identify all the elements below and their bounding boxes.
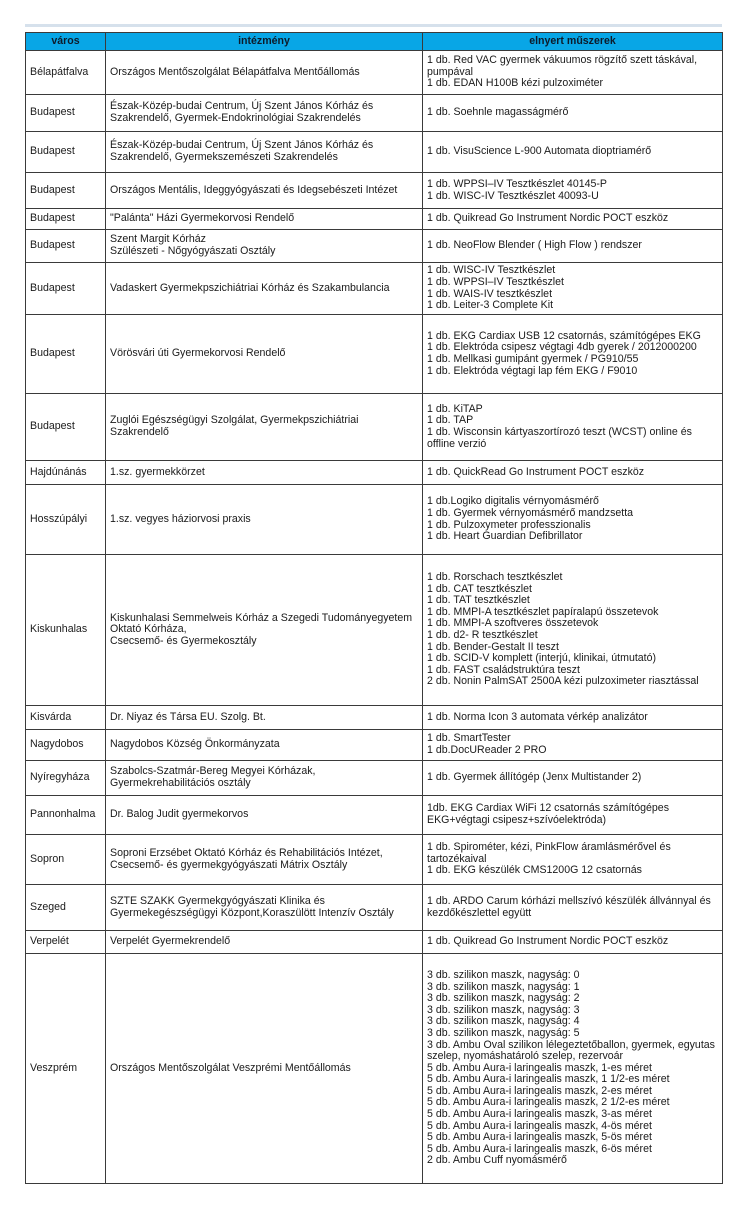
equipment-item: 1 db. Norma Icon 3 automata vérkép analizátor	[427, 710, 648, 723]
table-row	[26, 209, 723, 230]
cell-equipment	[423, 706, 723, 730]
equipment-item: 3 db. szilikon maszk, nagyság: 2	[427, 992, 580, 1005]
institution-line: Vörösvári úti Gyermekorvosi Rendelő	[110, 347, 286, 360]
equipment-item: 1 db. WISC-IV Tesztkészlet	[427, 264, 556, 277]
cell-city: Hosszúpályi	[26, 485, 106, 555]
equipment-item: 3 db. szilikon maszk, nagyság: 3	[427, 1003, 580, 1016]
cell-equipment	[423, 209, 723, 230]
institution-line: Dr. Balog Judit gyermekorvos	[110, 808, 249, 821]
table-header-row	[26, 33, 723, 51]
cell-city: Kisvárda	[26, 706, 106, 730]
institution-line: Észak-Közép-budai Centrum, Új Szent János Kórház és Szakrendelő, Gyermekszemészeti Szakrendelés	[110, 139, 374, 163]
cell-equipment	[423, 954, 723, 1184]
institution-line: Kiskunhalasi Semmelweis Kórház a Szegedi Tudományegyetem Oktató Kórháza,	[110, 611, 413, 636]
equipment-item: 5 db. Ambu Aura-i laringealis maszk, 1 1/2-es méret	[427, 1073, 670, 1086]
equipment-item: 1 db. NeoFlow Blender ( High Flow ) rendszer	[427, 239, 642, 252]
cell-city: Budapest	[26, 95, 106, 132]
equipment-item: 1 db. Elektróda csipesz végtagi 4db gyerek / 2012000200	[427, 341, 697, 354]
cell-institution	[106, 95, 423, 132]
institution-line: 1.sz. vegyes háziorvosi praxis	[110, 512, 251, 525]
equipment-item: 3 db. szilikon maszk, nagyság: 4	[427, 1015, 580, 1028]
equipment-item: 5 db. Ambu Aura-i laringealis maszk, 5-ös méret	[427, 1131, 652, 1144]
table-row	[26, 706, 723, 730]
equipment-item: 3 db. Ambu Oval szilikon lélegeztetőballon, gyermek, egyutas szelep, nyomáshatároló szelep, rezervoár	[427, 1038, 715, 1063]
institution-line: Zuglói Egészségügyi Szolgálat, Gyermekpszichiátriai Szakrendelő	[110, 414, 359, 438]
cell-equipment	[423, 132, 723, 173]
table-row	[26, 51, 723, 95]
cell-institution	[106, 51, 423, 95]
table-row	[26, 95, 723, 132]
cell-equipment	[423, 263, 723, 315]
equipment-item: 5 db. Ambu Aura-i laringealis maszk, 3-as méret	[427, 1108, 652, 1121]
equipment-item: 5 db. Ambu Aura-i laringealis maszk, 1-es méret	[427, 1061, 652, 1074]
equipment-item: 1 db. WISC-IV Tesztkészlet 40093-U	[427, 189, 599, 202]
institution-line: Verpelét Gyermekrendelő	[110, 935, 231, 948]
cell-equipment	[423, 835, 723, 885]
equipment-item: 1 db. d2- R tesztkészlet	[427, 629, 538, 641]
equipment-item: 1 db. SmartTester	[427, 732, 511, 745]
institution-line: Csecsemő- és Gyermekosztály	[110, 634, 257, 647]
institution-line: 1.sz. gyermekkörzet	[110, 465, 205, 478]
cell-equipment	[423, 485, 723, 555]
table-row	[26, 931, 723, 954]
table-row	[26, 954, 723, 1184]
cell-institution	[106, 230, 423, 263]
cell-equipment	[423, 885, 723, 931]
equipment-item: 1 db. Gyermek állítógép (Jenx Multistander 2)	[427, 771, 642, 784]
cell-equipment	[423, 95, 723, 132]
equipment-item: 1 db. Elektróda végtagi lap fém EKG / F9010	[427, 364, 638, 377]
cell-institution	[106, 706, 423, 730]
table-row	[26, 761, 723, 796]
cell-city: Szeged	[26, 885, 106, 931]
institution-line: Észak-Közép-budai Centrum, Új Szent János Kórház és Szakrendelő, Gyermek-Endokrinológiai Szakrendelés	[110, 100, 374, 124]
table-row	[26, 461, 723, 485]
equipment-item: 1 db. Heart Guardian Defibrillator	[427, 530, 583, 543]
column-header-institution: intézmény	[106, 33, 423, 51]
cell-institution	[106, 555, 423, 706]
cell-equipment	[423, 555, 723, 706]
institution-line: Dr. Niyaz és Társa EU. Szolg. Bt.	[110, 710, 266, 723]
table-row	[26, 835, 723, 885]
equipment-item: 1 db. WPPSI–IV Tesztkészlet 40145-P	[427, 177, 607, 190]
cell-institution	[106, 835, 423, 885]
equipment-item: 1 db.DocUReader 2 PRO	[427, 744, 547, 756]
institution-line: Szabolcs-Szatmár-Bereg Megyei Kórházak, Gyermekrehabilitációs osztály	[110, 765, 316, 789]
equipment-item: 1 db. Red VAC gyermek vákuumos rögzítő szett táskával, pumpával	[427, 54, 698, 78]
cell-equipment	[423, 461, 723, 485]
cell-city: Bélapátfalva	[26, 51, 106, 95]
cell-equipment	[423, 730, 723, 761]
equipment-item: 1 db. Rorschach tesztkészlet	[427, 571, 563, 584]
equipment-item: 2 db. Nonin PalmSAT 2500A kézi pulzoximeter riasztással	[427, 675, 699, 688]
table-row	[26, 315, 723, 394]
cell-institution	[106, 461, 423, 485]
equipment-item: 1 db. ARDO Carum kórházi mellszívó készülék állvánnyal és kezdőkészlettel együtt	[427, 894, 711, 919]
table-row	[26, 230, 723, 263]
table-row	[26, 394, 723, 461]
cell-institution	[106, 885, 423, 931]
table-body	[26, 51, 723, 1184]
equipment-item: 1 db. EDAN H100B kézi pulzoximéter	[427, 77, 604, 90]
table-row	[26, 132, 723, 173]
institution-line: Országos Mentőszolgálat Veszprémi Mentőállomás	[110, 1061, 351, 1074]
table-row	[26, 885, 723, 931]
cell-institution	[106, 315, 423, 394]
institution-line: SZTE SZAKK Gyermekgyógyászati Klinika és Gyermekegészségügyi Központ,Koraszülött Intenzív Osztály	[110, 894, 394, 919]
equipment-item: 1 db. Quikread Go Instrument Nordic POCT eszköz	[427, 935, 669, 948]
cell-city: Pannonhalma	[26, 796, 106, 835]
equipment-item: 1 db. Quikread Go Instrument Nordic POCT eszköz	[427, 212, 669, 225]
institution-line: Szent Margit Kórház	[110, 233, 206, 246]
cell-city: Kiskunhalas	[26, 555, 106, 706]
equipment-item: 3 db. szilikon maszk, nagyság: 5	[427, 1026, 580, 1039]
table-row	[26, 263, 723, 315]
institution-line: Nagydobos Község Önkormányzata	[110, 738, 280, 751]
table-row	[26, 173, 723, 209]
cell-equipment	[423, 230, 723, 263]
equipment-item: 5 db. Ambu Aura-i laringealis maszk, 4-ös méret	[427, 1119, 652, 1132]
cell-institution	[106, 394, 423, 461]
cell-equipment	[423, 796, 723, 835]
cell-city: Budapest	[26, 315, 106, 394]
cell-city: Veszprém	[26, 954, 106, 1184]
equipment-item: 1 db. Mellkasi gumipánt gyermek / PG910/55	[427, 353, 639, 365]
institution-line: Vadaskert Gyermekpszichiátriai Kórház és Szakambulancia	[110, 281, 390, 294]
cell-institution	[106, 761, 423, 796]
cell-equipment	[423, 315, 723, 394]
cell-equipment	[423, 394, 723, 461]
column-header-equipment: elnyert műszerek	[423, 33, 723, 51]
cell-institution	[106, 485, 423, 555]
equipment-item: 1 db. MMPI-A tesztkészlet papíralapú összetevok	[427, 605, 659, 618]
equipment-item: 1 db. Bender-Gestalt II teszt	[427, 640, 559, 653]
equipment-item: 1db. EKG Cardiax WiFi 12 csatornás számítógépes EKG+végtagi csipesz+szívóelektróda)	[427, 802, 669, 826]
cell-city: Budapest	[26, 263, 106, 315]
cell-institution	[106, 263, 423, 315]
equipment-item: 1 db. MMPI-A szoftveres összetevok	[427, 617, 599, 630]
equipment-item: 1 db. CAT tesztkészlet	[427, 582, 533, 595]
equipment-item: 1 db. Leiter-3 Complete Kit	[427, 299, 554, 312]
cell-equipment	[423, 761, 723, 796]
table-row	[26, 730, 723, 761]
equipment-item: 1 db. Pulzoxymeter professzionalis	[427, 518, 591, 531]
cell-institution	[106, 173, 423, 209]
cell-city: Sopron	[26, 835, 106, 885]
institution-line: "Palánta" Házi Gyermekorvosi Rendelő	[110, 212, 295, 225]
equipment-item: 2 db. Ambu Cuff nyomásmérő	[427, 1154, 567, 1167]
table-row	[26, 485, 723, 555]
cell-institution	[106, 954, 423, 1184]
cell-city: Budapest	[26, 209, 106, 230]
equipment-item: 1 db. QuickRead Go Instrument POCT eszköz	[427, 465, 645, 478]
cell-city: Nagydobos	[26, 730, 106, 761]
equipment-item: 1 db. WAIS-IV tesztkészlet	[427, 287, 553, 300]
equipment-item: 3 db. szilikon maszk, nagyság: 1	[427, 980, 580, 993]
equipment-item: 1 db. TAT tesztkészlet	[427, 594, 530, 607]
equipment-item: 1 db. KiTAP	[427, 402, 483, 415]
cell-city: Nyíregyháza	[26, 761, 106, 796]
equipment-item: 1 db. FAST családstruktúra teszt	[427, 663, 580, 676]
table-row	[26, 555, 723, 706]
cell-institution	[106, 209, 423, 230]
cell-city: Budapest	[26, 394, 106, 461]
top-divider	[25, 24, 722, 27]
equipment-item: 1 db.Logiko digitalis vérnyomásmérő	[427, 495, 599, 508]
cell-institution	[106, 132, 423, 173]
equipment-item: 1 db. EKG Cardiax USB 12 csatornás, számítógépes EKG	[427, 329, 701, 342]
institution-line: Soproni Erzsébet Oktató Kórház és Rehabilitációs Intézet, Csecsemő- és gyermekgyógyászati Mátrix Osztály	[110, 846, 383, 871]
cell-city: Hajdúnánás	[26, 461, 106, 485]
equipment-item: 5 db. Ambu Aura-i laringealis maszk, 6-ös méret	[427, 1142, 652, 1155]
equipment-item: 5 db. Ambu Aura-i laringealis maszk, 2-es méret	[427, 1084, 652, 1097]
cell-institution	[106, 931, 423, 954]
table-row	[26, 796, 723, 835]
equipment-item: 1 db. Soehnle magasságmérő	[427, 106, 569, 119]
cell-city: Verpelét	[26, 931, 106, 954]
cell-institution	[106, 796, 423, 835]
equipment-item: 1 db. Wisconsin kártyaszortírozó teszt (WCST) online és offline verzió	[427, 426, 692, 450]
cell-city: Budapest	[26, 132, 106, 173]
equipment-item: 1 db. VisuScience L-900 Automata dioptriamérő	[427, 145, 652, 158]
cell-city: Budapest	[26, 173, 106, 209]
institution-line: Szülészeti - Nőgyógyászati Osztály	[110, 245, 276, 257]
equipment-item: 1 db. Gyermek vérnyomásmérő mandzsetta	[427, 506, 634, 519]
equipment-item: 1 db. EKG készülék CMS1200G 12 csatornás	[427, 864, 642, 877]
cell-equipment	[423, 51, 723, 95]
equipment-item: 1 db. SCID-V komplett (interjú, klinikai, útmutató)	[427, 652, 657, 665]
cell-equipment	[423, 173, 723, 209]
cell-institution	[106, 730, 423, 761]
equipment-item: 1 db. Spirométer, kézi, PinkFlow áramlásmérővel és tartozékaival	[427, 841, 671, 865]
cell-city: Budapest	[26, 230, 106, 263]
equipment-item: 1 db. WPPSI–IV Tesztkészlet	[427, 275, 564, 288]
cell-equipment	[423, 931, 723, 954]
column-header-city: város	[26, 33, 106, 51]
equipment-item: 5 db. Ambu Aura-i laringealis maszk, 2 1/2-es méret	[427, 1096, 670, 1109]
equipment-item: 1 db. TAP	[427, 414, 474, 427]
equipment-item: 3 db. szilikon maszk, nagyság: 0	[427, 968, 580, 981]
institution-line: Országos Mentális, Ideggyógyászati és Idegsebészeti Intézet	[110, 183, 398, 196]
awards-table	[25, 32, 723, 1184]
institution-line: Országos Mentőszolgálat Bélapátfalva Mentőállomás	[110, 65, 360, 78]
